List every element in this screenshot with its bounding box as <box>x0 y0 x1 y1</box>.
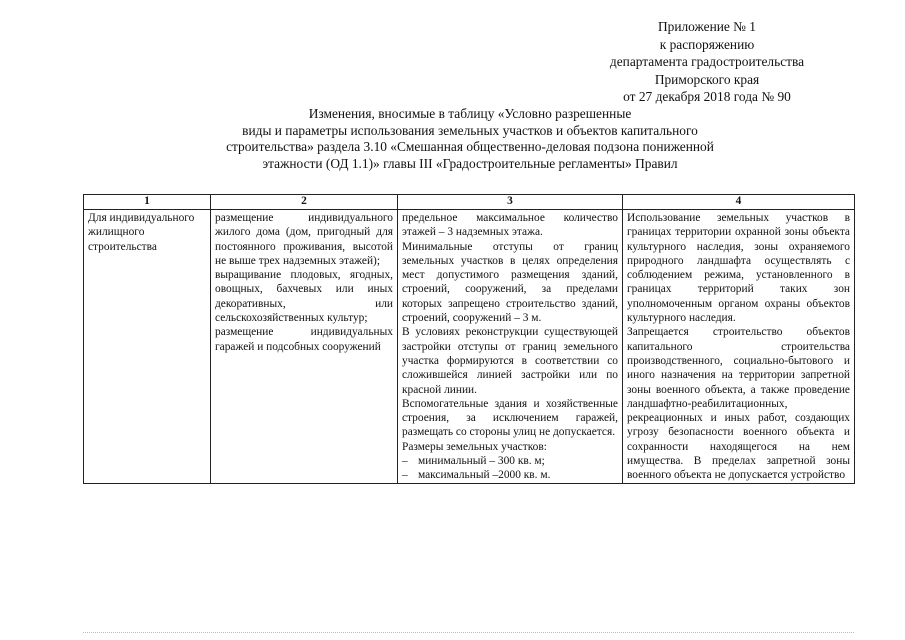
permitted-use-text: выращивание плодовых, ягодных, овощных, бахчевых или иных декоративных, или сельскохозяйственных культур; <box>215 269 393 325</box>
land-use-type: Для индивидуального жилищного строительства <box>88 212 195 253</box>
appendix-number: Приложение № 1 <box>657 19 757 34</box>
list-item <box>402 454 618 468</box>
regulations-table <box>83 194 855 484</box>
appendix-header <box>577 18 837 106</box>
column-number: 1 <box>84 195 211 210</box>
permitted-use-text: размещение индивидуального жилого дома (дом, пригодный для постоянного проживания, высотой не выше трех надземных этажей); <box>215 212 393 267</box>
title-line: Изменения, вносимые в таблицу «Условно разрешенные <box>308 106 632 121</box>
permitted-use-cell <box>211 210 398 484</box>
document-title <box>150 106 790 172</box>
parameters-text: В условиях реконструкции существующей застройки отступы от границ земельного участка формируются в соответствии со сложившейся линией застройки или по красной линии. <box>402 326 618 396</box>
title-line: строительства» раздела 3.10 «Смешанная общественно-деловая подзона пониженной <box>226 139 714 155</box>
column-number: 3 <box>398 195 623 210</box>
title-line: этажности (ОД 1.1)» главы III «Градостроительные регламенты» Правил <box>262 155 678 171</box>
parameters-cell <box>398 210 623 484</box>
parameters-text: предельное максимальное количество этажей – 3 надземных этажа. <box>402 212 618 239</box>
permitted-use-text: размещение индивидуальных гаражей и подсобных сооружений <box>215 326 393 353</box>
plot-size-max: максимальный –2000 кв. м. <box>418 469 551 482</box>
parameters-text: Минимальные отступы от границ земельных участков в целях определения мест допустимого размещения зданий, строений, сооружений, за пределами которых запрещено строительство зданий, строений, сооружений – 3 м. <box>402 240 618 325</box>
appendix-date: от 27 декабря 2018 года № 90 <box>623 89 791 105</box>
list-item <box>402 468 618 482</box>
column-number-row <box>84 195 855 210</box>
title-line: виды и параметры использования земельных участков и объектов капитального <box>242 122 698 138</box>
parameters-text: Размеры земельных участков: <box>402 440 547 453</box>
parameters-text: Вспомогательные здания и хозяйственные строения, за исключением гаражей, размещать со стороны улиц не допускается. <box>402 397 618 439</box>
land-use-type-cell <box>84 210 211 484</box>
column-number: 2 <box>211 195 398 210</box>
bleed-through-divider <box>83 632 854 636</box>
appendix-region: Приморского края <box>654 71 760 87</box>
dash-bullet-icon: – <box>402 469 408 482</box>
appendix-order-ref: к распоряжению <box>659 36 755 52</box>
dash-bullet-icon: – <box>402 455 408 468</box>
restrictions-cell <box>623 210 855 484</box>
table-row <box>84 210 855 484</box>
restrictions-text: Запрещается строительство объектов капитального строительства производственного, социально-бытового и иного назначения на территории запретной зоны военного объекта, а также проведение ландшафтно-реабилитационных, рекреационных и иных работ, создающих угрозу безопасности военного объекта и сохранности находящегося на нем имущества. В пределах запретной зоны военного объекта не допускается устройство <box>627 326 850 482</box>
restrictions-text: Использование земельных участков в границах территории охранной зоны объекта культурного наследия, зоны охраняемого природного ландшафта осуществлять с соблюдением режима, установленного в границах территорий таких зон уполномоченным органом охраны объектов культурного наследия. <box>627 212 850 325</box>
appendix-department: департамента градостроительства <box>609 54 805 70</box>
plot-size-min: минимальный – 300 кв. м; <box>418 455 545 468</box>
column-number: 4 <box>623 195 855 210</box>
